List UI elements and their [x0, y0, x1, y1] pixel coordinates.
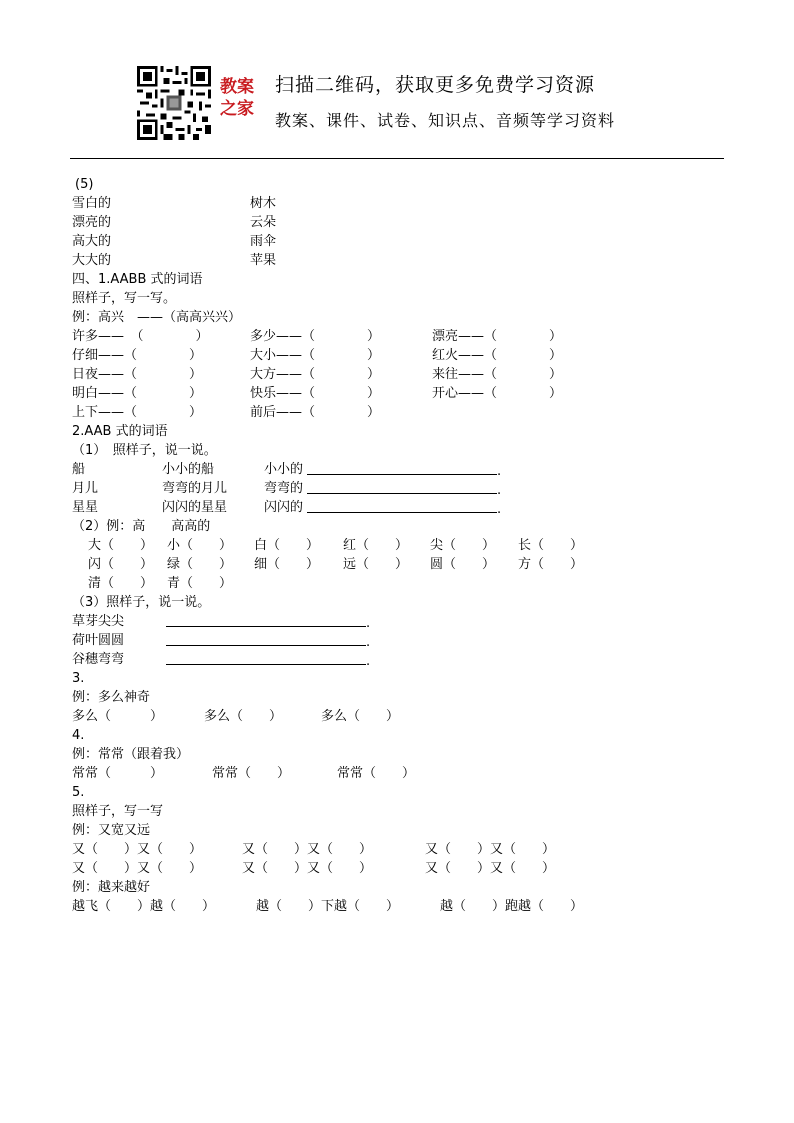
section-4-5-example-1: 例：又宽又远: [72, 823, 151, 838]
section-4-5-number: 5.: [72, 785, 85, 800]
aab-blank: 方（ ）: [518, 557, 584, 572]
aab-part3-label: （3）照样子，说一说。: [72, 595, 211, 610]
s5-right-1: 树木: [250, 196, 277, 211]
aab-answer-line[interactable]: .: [307, 498, 501, 519]
aab-blank: 绿（ ）: [167, 557, 233, 572]
header-subtitle: 教案、课件、试卷、知识点、音频等学习资料: [275, 111, 616, 130]
yue-item: 越（ ）下越（ ）: [256, 899, 400, 914]
s5-right-4: 苹果: [250, 253, 277, 268]
section-4-2-title: 2.AAB 式的词语: [72, 424, 168, 439]
aab-blank: 清（ ）: [88, 576, 154, 591]
aab-blank: 青（ ）: [167, 576, 233, 591]
aabb-item: 来往——（ ）: [432, 367, 563, 382]
section-4-3-number: 3.: [72, 671, 85, 686]
aab-phrase-line[interactable]: .: [166, 612, 370, 633]
aab-blank: 细（ ）: [254, 557, 320, 572]
s5-left-2: 漂亮的: [72, 215, 112, 230]
aab-noun: 月儿: [72, 481, 99, 496]
aab-answer-line[interactable]: .: [307, 479, 501, 500]
s5-left-3: 高大的: [72, 234, 112, 249]
s5-right-3: 雨伞: [250, 234, 277, 249]
changchang-item: 常常（ ）: [212, 766, 291, 781]
you-item: 又（ ）又（ ）: [425, 861, 556, 876]
aabb-item: 许多—— （ ）: [72, 329, 209, 344]
changchang-item: 常常（ ）: [337, 766, 416, 781]
section-4-4-number: 4.: [72, 728, 85, 743]
aab-blank: 远（ ）: [343, 557, 409, 572]
aab-part1-label: （1） 照样子，说一说。: [72, 443, 217, 458]
aab-blank: 小（ ）: [167, 538, 233, 553]
aab-phrase-line[interactable]: .: [166, 631, 370, 652]
aabb-item: 上下——（ ）: [72, 405, 203, 420]
aab-prompt: 闪闪的: [264, 500, 304, 515]
aab-example: 闪闪的星星: [162, 500, 228, 515]
section-4-5-instruction: 照样子，写一写: [72, 804, 164, 819]
aab-blank: 闪（ ）: [88, 557, 154, 572]
aab-phrase: 草芽尖尖: [72, 614, 125, 629]
aab-blank: 尖（ ）: [430, 538, 496, 553]
aab-part2-label: （2）例：高 高高的: [72, 519, 211, 534]
aab-noun: 星星: [72, 500, 99, 515]
you-item: 又（ ）又（ ）: [425, 842, 556, 857]
header-slogan: 扫描二维码，获取更多免费学习资源: [275, 74, 596, 96]
aabb-item: 日夜——（ ）: [72, 367, 203, 382]
aabb-item: 多少——（ ）: [250, 329, 381, 344]
aab-phrase-line[interactable]: .: [166, 650, 370, 671]
aab-noun: 船: [72, 462, 86, 477]
section-4-1-title: 四、1.AABB 式的词语: [72, 272, 203, 287]
aab-prompt: 弯弯的: [264, 481, 304, 496]
aab-blank: 圆（ ）: [430, 557, 496, 572]
aabb-item: 明白——（ ）: [72, 386, 203, 401]
aab-blank: 大（ ）: [88, 538, 154, 553]
aab-blank: 白（ ）: [254, 538, 320, 553]
aab-blank: 红（ ）: [343, 538, 409, 553]
you-item: 又（ ）又（ ）: [242, 861, 373, 876]
duome-item: 多么（ ）: [321, 709, 400, 724]
duome-item: 多么（ ）: [72, 709, 164, 724]
section-4-3-example: 例：多么神奇: [72, 690, 151, 705]
aabb-item: 大小——（ ）: [250, 348, 381, 363]
yue-item: 越（ ）跑越（ ）: [440, 899, 584, 914]
aabb-item: 仔细——（ ）: [72, 348, 203, 363]
qr-code-icon: [137, 66, 211, 140]
aabb-item: 大方——（ ）: [250, 367, 381, 382]
aabb-item: 前后——（ ）: [250, 405, 381, 420]
s5-left-4: 大大的: [72, 253, 112, 268]
aab-prompt: 小小的: [264, 462, 304, 477]
s5-left-1: 雪白的: [72, 196, 112, 211]
logo-line-1: 教案: [220, 77, 254, 97]
changchang-item: 常常（ ）: [72, 766, 164, 781]
aabb-item: 红火——（ ）: [432, 348, 563, 363]
duome-item: 多么（ ）: [204, 709, 283, 724]
aab-phrase: 谷穗弯弯: [72, 652, 125, 667]
aab-answer-line[interactable]: .: [307, 460, 501, 481]
section-4-5-example-2: 例：越来越好: [72, 880, 151, 895]
aab-phrase: 荷叶圆圆: [72, 633, 125, 648]
aab-example: 小小的船: [162, 462, 215, 477]
section-4-1-example: 例：高兴 ——（高高兴兴）: [72, 310, 242, 325]
brand-logo: [220, 76, 254, 120]
section-5-label: (5): [75, 177, 94, 192]
header-divider: [70, 158, 724, 159]
aab-blank: 长（ ）: [518, 538, 584, 553]
aab-example: 弯弯的月儿: [162, 481, 228, 496]
aabb-item: 开心——（ ）: [432, 386, 563, 401]
you-item: 又（ ）又（ ）: [72, 842, 203, 857]
aabb-item: 快乐——（ ）: [250, 386, 381, 401]
yue-item: 越飞（ ）越（ ）: [72, 899, 216, 914]
you-item: 又（ ）又（ ）: [242, 842, 373, 857]
you-item: 又（ ）又（ ）: [72, 861, 203, 876]
aabb-item: 漂亮——（ ）: [432, 329, 563, 344]
logo-line-2: 之家: [220, 99, 254, 119]
s5-right-2: 云朵: [250, 215, 277, 230]
section-4-4-example: 例：常常（跟着我）: [72, 747, 190, 762]
section-4-1-instruction: 照样子，写一写。: [72, 291, 177, 306]
